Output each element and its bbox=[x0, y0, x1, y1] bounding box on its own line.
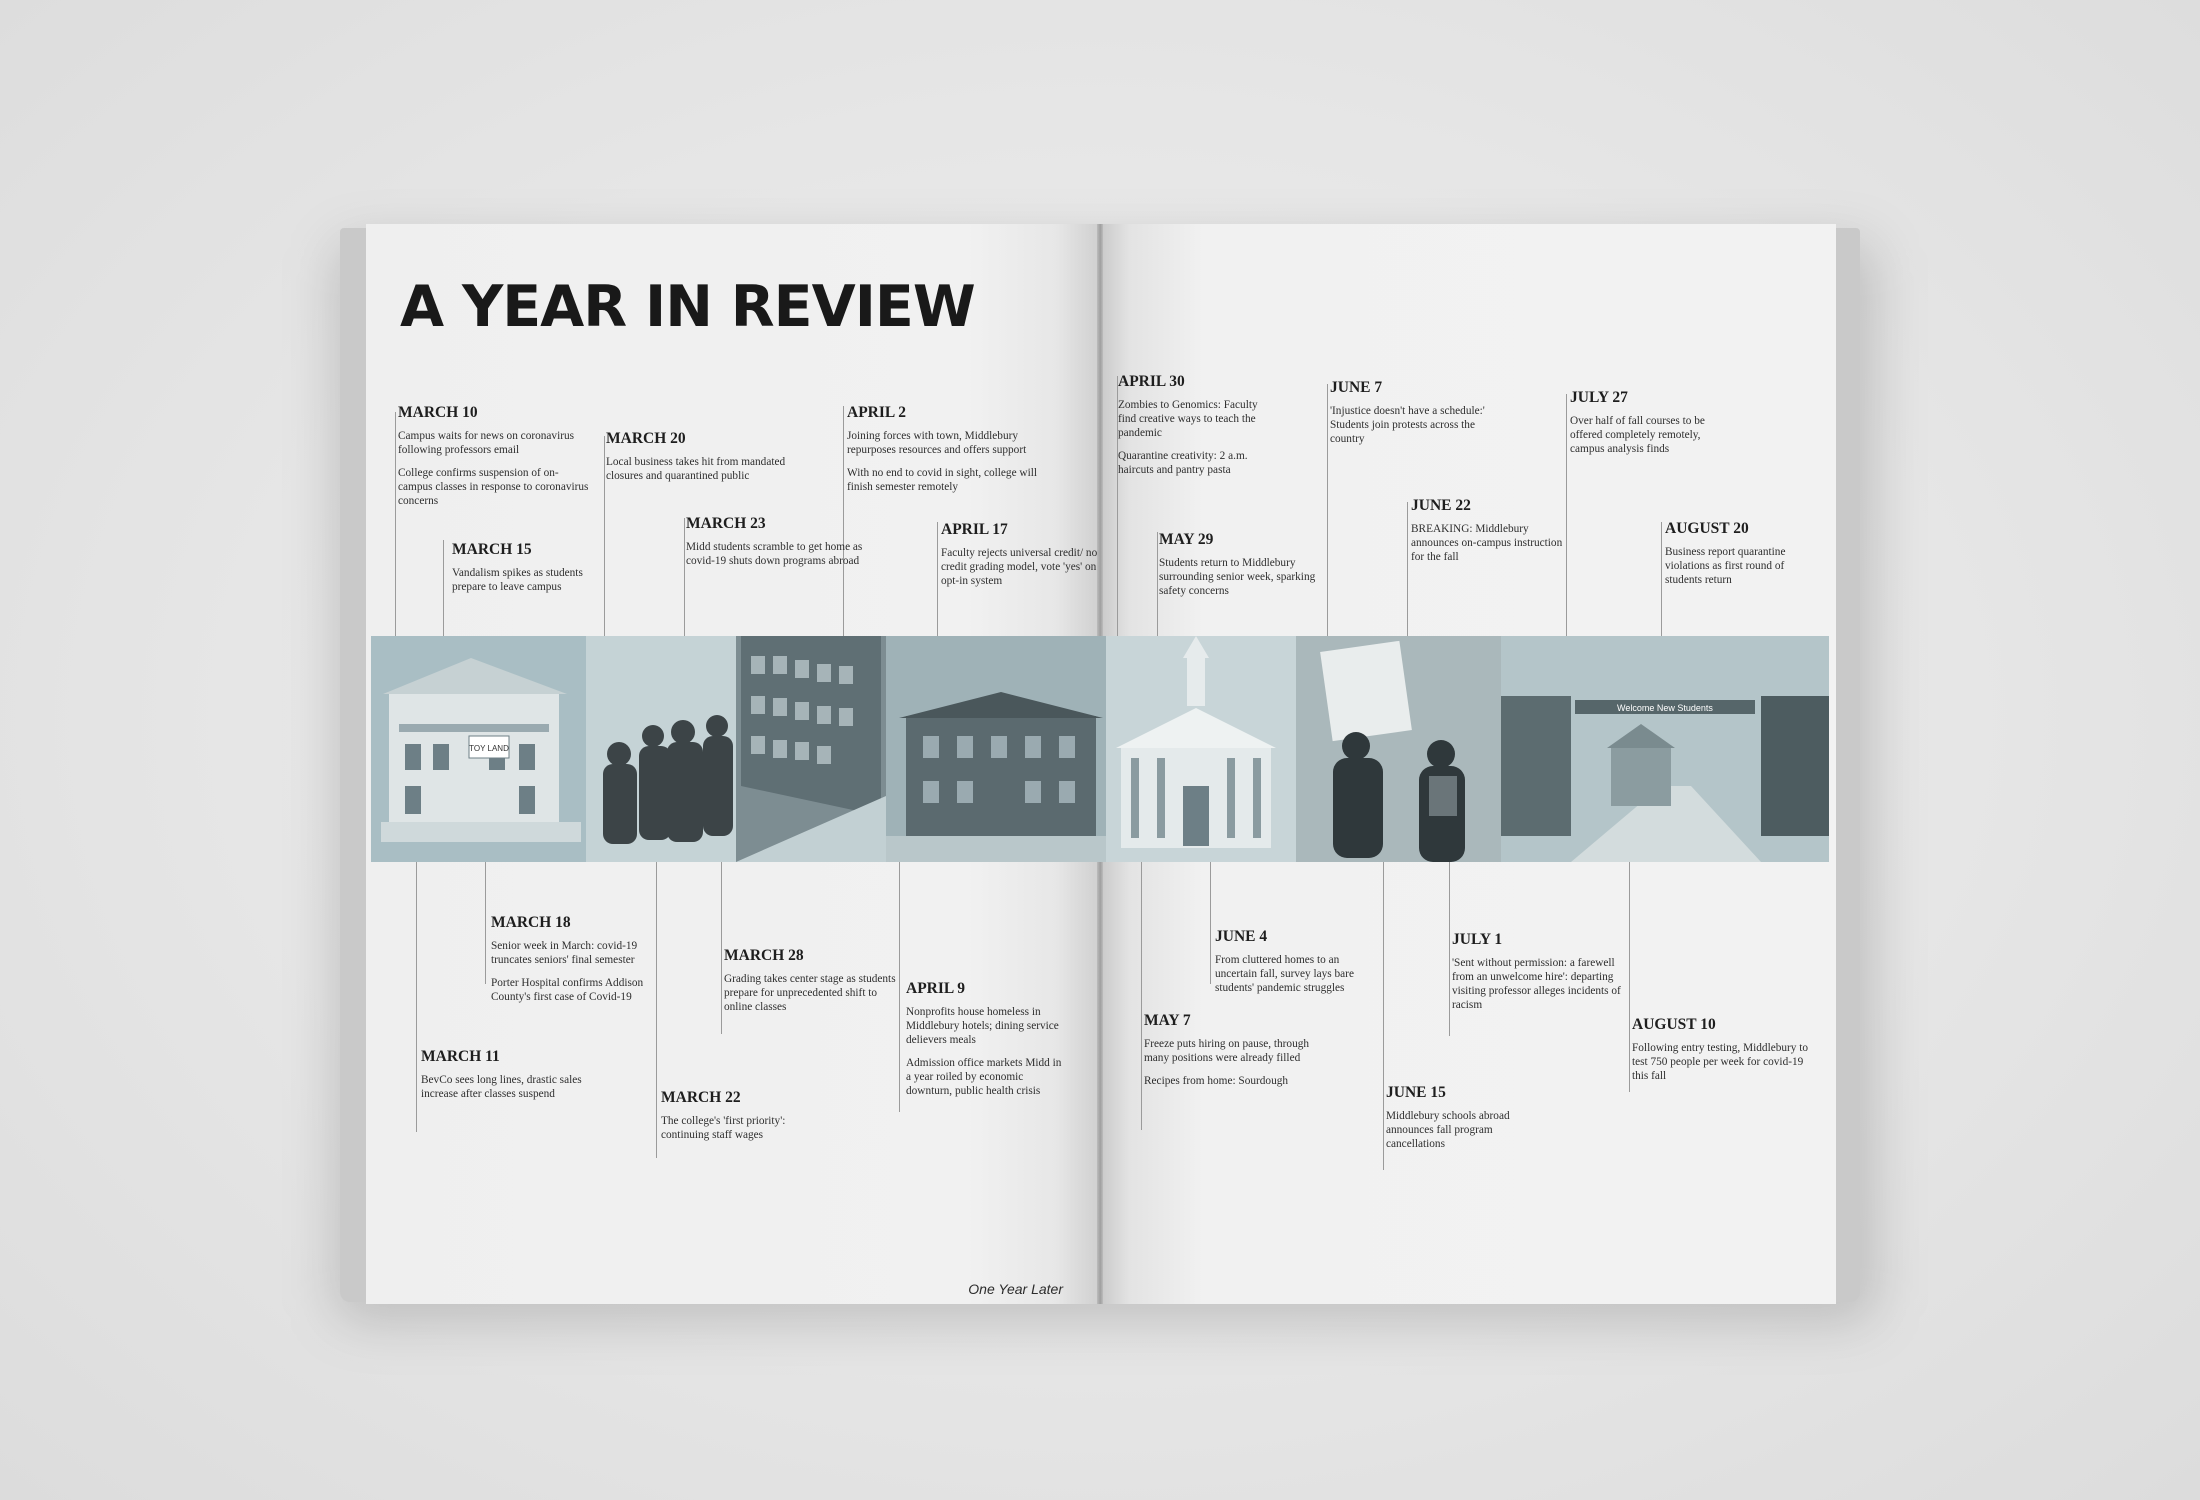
timeline-connector bbox=[1449, 862, 1450, 1036]
timeline-connector bbox=[485, 862, 486, 984]
event-headline: Recipes from home: Sourdough bbox=[1144, 1075, 1289, 1087]
timeline-event bbox=[686, 515, 871, 577]
event-headline: Vandalism spikes as students prepare to leave campus bbox=[452, 567, 583, 593]
timeline-event bbox=[661, 1089, 821, 1151]
event-headline: Freeze puts hiring on pause, through many positions were already filled bbox=[1144, 1038, 1310, 1064]
event-date: MARCH 22 bbox=[661, 1089, 741, 1106]
timeline-event bbox=[941, 521, 1101, 597]
window-sign-text: TOY LAND bbox=[469, 744, 509, 753]
timeline-event bbox=[452, 541, 602, 603]
timeline-event bbox=[1118, 373, 1278, 486]
event-headline: Joining forces with town, Middlebury repurposes resources and offers support bbox=[847, 430, 1027, 456]
timeline-event bbox=[1386, 1084, 1536, 1160]
timeline-event bbox=[1665, 520, 1805, 596]
timeline-event bbox=[1570, 389, 1725, 465]
timeline-connector bbox=[1210, 862, 1211, 984]
timeline-connector bbox=[416, 862, 417, 1132]
timeline-connector bbox=[395, 412, 396, 636]
event-date: MARCH 18 bbox=[491, 914, 571, 931]
event-date: APRIL 9 bbox=[906, 980, 965, 997]
event-headline: Nonprofits house homeless in Middlebury hotels; dining service delievers meals bbox=[906, 1006, 1059, 1046]
magazine-footer-title: One Year Later bbox=[968, 1281, 1063, 1297]
photo-collage-strip bbox=[371, 636, 1829, 862]
timeline-event bbox=[398, 404, 593, 517]
timeline-connector bbox=[604, 436, 605, 636]
timeline-event bbox=[421, 1048, 591, 1110]
event-headline: Zombies to Genomics: Faculty find creative ways to teach the pandemic bbox=[1118, 399, 1258, 439]
event-date: JUNE 7 bbox=[1330, 379, 1383, 396]
event-date: MARCH 10 bbox=[398, 404, 478, 421]
timeline-connector bbox=[1157, 532, 1158, 636]
event-date: AUGUST 20 bbox=[1665, 520, 1749, 537]
event-date: MAY 29 bbox=[1159, 531, 1214, 548]
event-date: MARCH 15 bbox=[452, 541, 532, 558]
event-date: APRIL 2 bbox=[847, 404, 906, 421]
timeline-event bbox=[1215, 928, 1375, 1004]
event-headline: Campus waits for news on coronavirus following professors email bbox=[398, 430, 575, 456]
timeline-connector bbox=[1141, 862, 1142, 1130]
timeline-connector bbox=[937, 522, 938, 636]
event-headline: Local business takes hit from mandated closures and quarantined public bbox=[606, 456, 786, 482]
timeline-event bbox=[906, 980, 1066, 1107]
event-headline: Grading takes center stage as students prepare for unprecedented shift to online classes bbox=[724, 973, 896, 1013]
event-date: JULY 27 bbox=[1570, 389, 1628, 406]
timeline-connector bbox=[443, 540, 444, 636]
event-date: JUNE 22 bbox=[1411, 497, 1471, 514]
page-title: A YEAR IN REVIEW bbox=[400, 274, 975, 340]
timeline-event bbox=[491, 914, 661, 1013]
timeline-event bbox=[724, 947, 904, 1023]
banner-sign-text: Welcome New Students bbox=[1617, 703, 1713, 713]
event-headline: Business report quarantine violations as first round of students return bbox=[1665, 546, 1786, 586]
event-headline: Porter Hospital confirms Addison County's first case of Covid-19 bbox=[491, 977, 644, 1003]
event-date: JUNE 4 bbox=[1215, 928, 1268, 945]
photo-collage-image bbox=[371, 636, 1829, 862]
event-date: APRIL 30 bbox=[1118, 373, 1185, 390]
timeline-event bbox=[1159, 531, 1327, 607]
timeline-event bbox=[606, 430, 801, 492]
timeline-connector bbox=[1629, 862, 1630, 1092]
event-headline: With no end to covid in sight, college will finish semester remotely bbox=[847, 467, 1037, 493]
timeline-event bbox=[1632, 1016, 1822, 1092]
event-date: MARCH 23 bbox=[686, 515, 766, 532]
timeline-connector bbox=[684, 518, 685, 636]
timeline-connector bbox=[1407, 502, 1408, 636]
event-headline: The college's 'first priority': continuing staff wages bbox=[661, 1115, 786, 1141]
event-date: MARCH 20 bbox=[606, 430, 686, 447]
event-headline: Quarantine creativity: 2 a.m. haircuts and pantry pasta bbox=[1118, 450, 1248, 476]
event-date: AUGUST 10 bbox=[1632, 1016, 1716, 1033]
timeline-connector bbox=[1383, 862, 1384, 1170]
event-headline: BREAKING: Middlebury announces on-campus instruction for the fall bbox=[1411, 523, 1563, 563]
timeline-event bbox=[1411, 497, 1571, 573]
event-headline: Over half of fall courses to be offered completely remotely, campus analysis finds bbox=[1570, 415, 1705, 455]
event-headline: From cluttered homes to an uncertain fall, survey lays bare students' pandemic struggles bbox=[1215, 954, 1354, 994]
timeline-connector bbox=[1661, 522, 1662, 636]
timeline-connector bbox=[1327, 384, 1328, 636]
event-headline: Following entry testing, Middlebury to test 750 people per week for covid-19 this fall bbox=[1632, 1042, 1809, 1082]
event-headline: Faculty rejects universal credit/ no credit grading model, vote 'yes' on opt-in system bbox=[941, 547, 1098, 587]
event-headline: Admission office markets Midd in a year roiled by economic downturn, public health crisis bbox=[906, 1057, 1062, 1097]
event-headline: College confirms suspension of on-campus classes in response to coronavirus concerns bbox=[398, 467, 589, 507]
event-headline: Students return to Middlebury surrounding senior week, sparking safety concerns bbox=[1159, 557, 1316, 597]
event-date: JULY 1 bbox=[1452, 931, 1503, 948]
event-date: MARCH 11 bbox=[421, 1048, 500, 1065]
event-headline: Senior week in March: covid-19 truncates seniors' final semester bbox=[491, 940, 638, 966]
event-date: MAY 7 bbox=[1144, 1012, 1191, 1029]
timeline-event bbox=[847, 404, 1042, 503]
timeline-connector bbox=[721, 862, 722, 1034]
event-date: JUNE 15 bbox=[1386, 1084, 1446, 1101]
event-headline: 'Sent without permission: a farewell from an unwelcome hire': departing visiting professor alleges incidents of racism bbox=[1452, 957, 1621, 1011]
event-date: APRIL 17 bbox=[941, 521, 1008, 538]
event-date: MARCH 28 bbox=[724, 947, 804, 964]
event-headline: Middlebury schools abroad announces fall program cancellations bbox=[1386, 1110, 1510, 1150]
timeline-event bbox=[1144, 1012, 1319, 1097]
timeline-event bbox=[1452, 931, 1622, 1021]
event-headline: 'Injustice doesn't have a schedule:' Students join protests across the country bbox=[1330, 405, 1485, 445]
timeline-event bbox=[1330, 379, 1495, 455]
event-headline: BevCo sees long lines, drastic sales increase after classes suspend bbox=[421, 1074, 582, 1100]
event-headline: Midd students scramble to get home as covid-19 shuts down programs abroad bbox=[686, 541, 863, 567]
